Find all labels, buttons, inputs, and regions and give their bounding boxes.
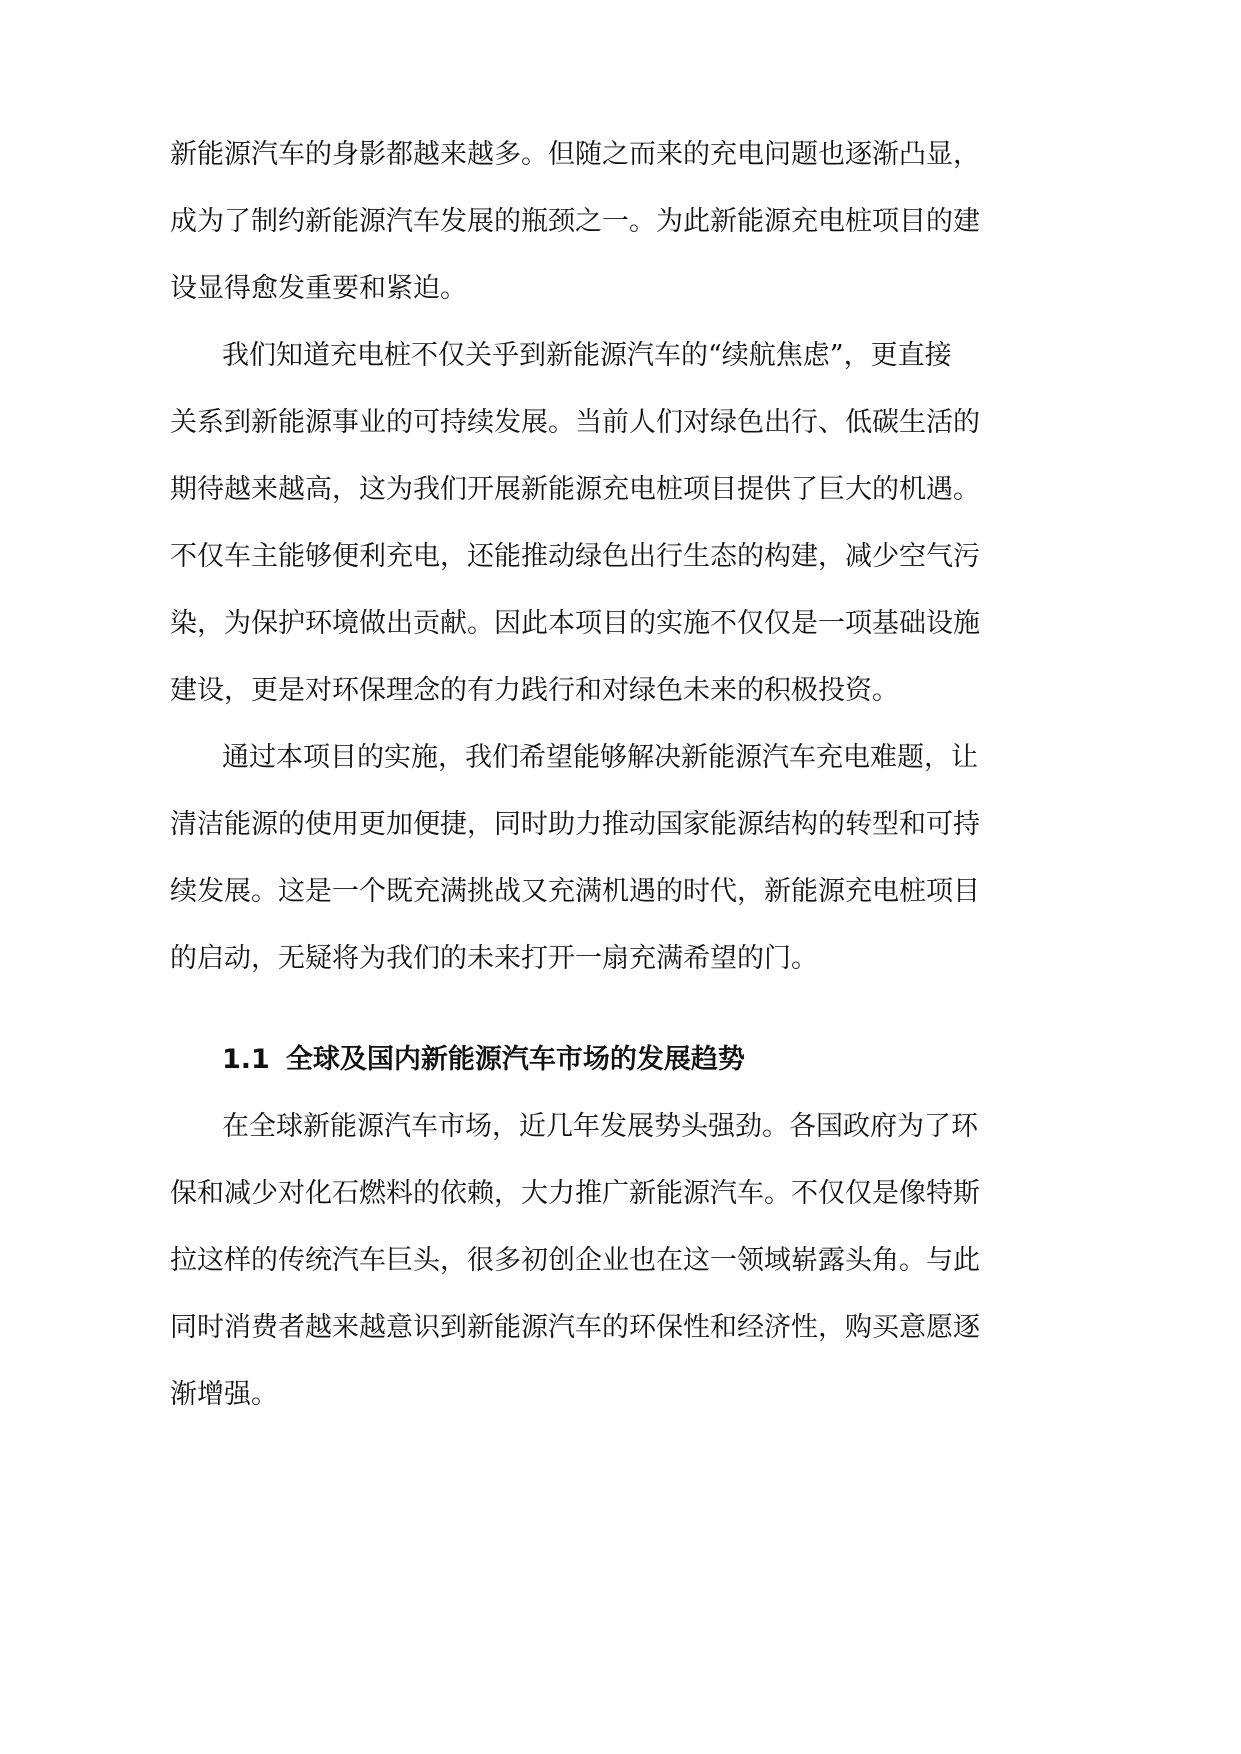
section-paragraph-line-3: 拉这样的传统汽车巨头，很多初创企业也在这一领域崭露头角。与此 xyxy=(170,1245,980,1276)
paragraph-2-line-2: 关系到新能源事业的可持续发展。当前人们对绿色出行、低碳生活的 xyxy=(170,407,980,438)
section-paragraph-line-1: 在全球新能源汽车市场，近几年发展势头强劲。各国政府为了环 xyxy=(222,1111,978,1142)
paragraph-1-line-1: 新能源汽车的身影都越来越多。但随之而来的充电问题也逐渐凸显， xyxy=(170,139,980,170)
section-heading xyxy=(0,1040,1241,1080)
paragraph-2-line-5: 染，为保护环境做出贡献。因此本项目的实施不仅仅是一项基础设施 xyxy=(170,608,980,639)
paragraph-2-line-6: 建设，更是对环保理念的有力践行和对绿色未来的积极投资。 xyxy=(170,675,899,706)
section-paragraph-line-2: 保和减少对化石燃料的依赖，大力推广新能源汽车。不仅仅是像特斯 xyxy=(170,1178,980,1209)
paragraph-3-line-4: 的启动，无疑将为我们的未来打开一扇充满希望的门。 xyxy=(170,943,818,974)
paragraph-3-line-1: 通过本项目的实施，我们希望能够解决新能源汽车充电难题，让 xyxy=(222,742,978,773)
section-title: 全球及国内新能源汽车市场的发展趋势 xyxy=(285,1044,745,1075)
paragraph-3-line-2: 清洁能源的使用更加便捷，同时助力推动国家能源结构的转型和可持 xyxy=(170,809,980,840)
paragraph-1-line-2: 成为了制约新能源汽车发展的瓶颈之一。为此新能源充电桩项目的建 xyxy=(170,206,980,237)
section-number: 1.1 xyxy=(222,1044,270,1075)
paragraph-2-line-1: 我们知道充电桩不仅关乎到新能源汽车的“续航焦虑”，更直接 xyxy=(222,340,952,371)
paragraph-2-line-4: 不仅车主能够便利充电，还能推动绿色出行生态的构建，减少空气污 xyxy=(170,541,980,572)
paragraph-3-line-3: 续发展。这是一个既充满挑战又充满机遇的时代，新能源充电桩项目 xyxy=(170,876,980,907)
section-paragraph-line-4: 同时消费者越来越意识到新能源汽车的环保性和经济性，购买意愿逐 xyxy=(170,1312,980,1343)
section-paragraph-line-5: 渐增强。 xyxy=(170,1379,278,1410)
paragraph-1-line-3: 设显得愈发重要和紧迫。 xyxy=(170,273,467,304)
paragraph-2-line-3: 期待越来越高，这为我们开展新能源充电桩项目提供了巨大的机遇。 xyxy=(170,474,980,505)
